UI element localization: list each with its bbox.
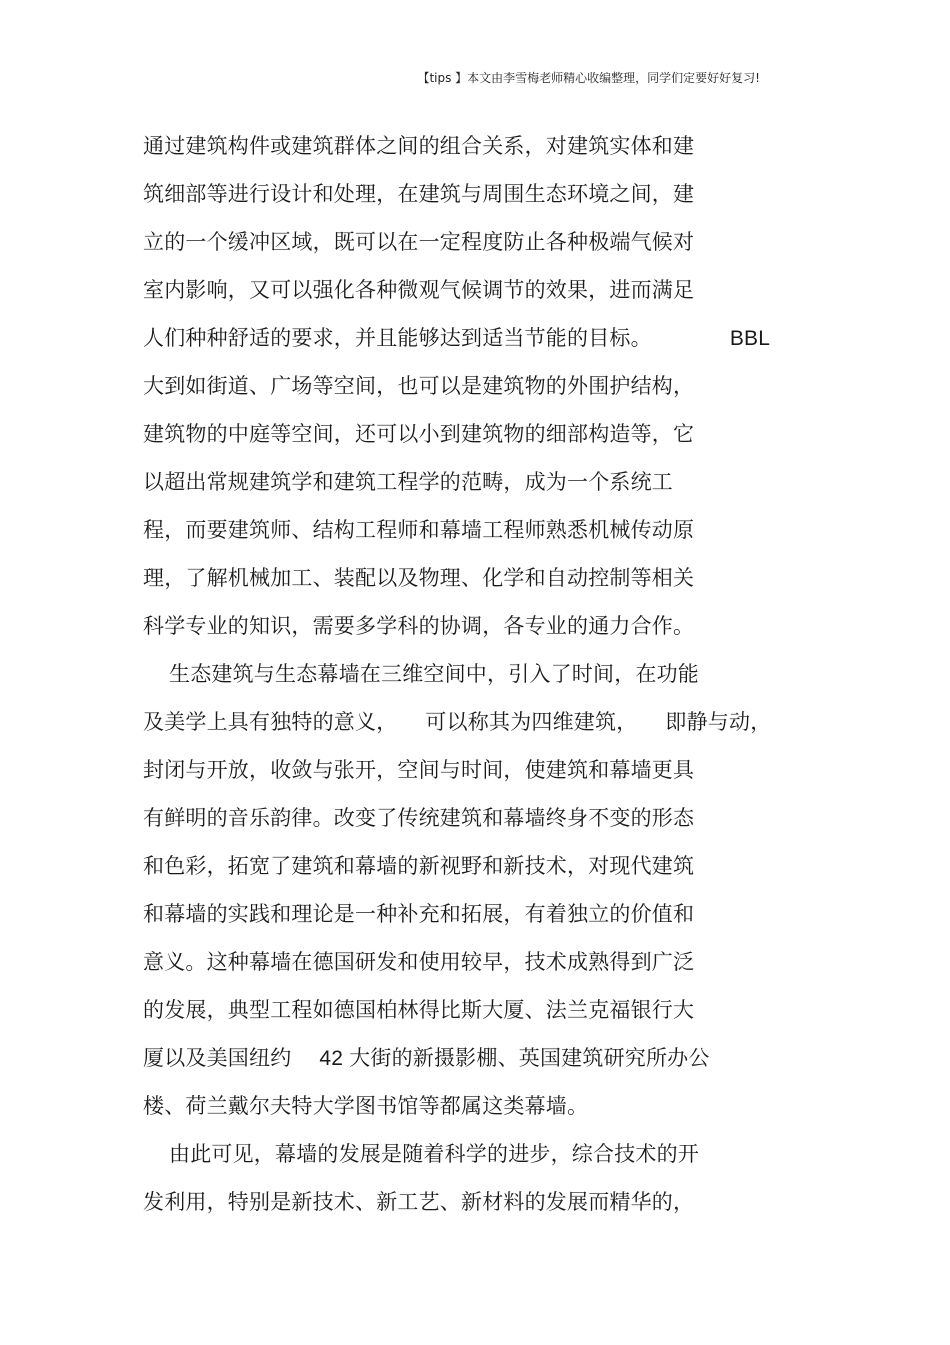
text-line: 建筑物的中庭等空间，还可以小到建筑物的细部构造等，它: [143, 422, 695, 446]
text-line: 楼、荷兰戴尔夫特大学图书馆等都属这类幕墙。: [143, 1094, 589, 1118]
text-line: 和幕墙的实践和理论是一种补充和拓展，有着独立的价值和: [143, 902, 695, 926]
text-line: 理，了解机械加工、装配以及物理、化学和自动控制等相关: [143, 566, 695, 590]
text-line: 室内影响，又可以强化各种微观气候调节的效果，进而满足: [143, 278, 695, 302]
text-segment-number: 42: [319, 1047, 344, 1070]
text-line: 封闭与开放，收敛与张开，空间与时间，使建筑和幕墙更具: [143, 758, 695, 782]
paragraph-start-line: 生态建筑与生态幕墙在三维空间中，引入了时间，在功能: [169, 662, 699, 686]
document-body: [143, 124, 823, 1228]
text-line: 意义。这种幕墙在德国研发和使用较早，技术成熟得到广泛: [143, 950, 695, 974]
text-line: [143, 1036, 823, 1084]
text-segment: 可以称其为四维建筑，: [425, 710, 638, 734]
text-line: 发利用，特别是新技术、新工艺、新材料的发展而精华的，: [143, 1190, 695, 1214]
text-line: 大到如街道、广场等空间，也可以是建筑物的外围护结构，: [143, 374, 695, 398]
text-line: 和色彩，拓宽了建筑和幕墙的新视野和新技术，对现代建筑: [143, 854, 695, 878]
text-segment: 大街的新摄影棚、英国建筑研究所办公: [349, 1046, 710, 1070]
text-segment-latin: BBL: [729, 327, 771, 350]
text-line: 筑细部等进行设计和处理，在建筑与周围生态环境之间，建: [143, 182, 695, 206]
text-line: [143, 316, 823, 364]
text-line: 通过建筑构件或建筑群体之间的组合关系，对建筑实体和建: [143, 134, 695, 158]
text-line: 立的一个缓冲区域，既可以在一定程度防止各种极端气候对: [143, 230, 695, 254]
text-segment: 即静与动，: [665, 710, 772, 734]
text-segment: 厦以及美国纽约: [143, 1046, 292, 1070]
paragraph-start-line: 由此可见，幕墙的发展是随着科学的进步，综合技术的开: [169, 1142, 699, 1166]
text-line: 科学专业的知识，需要多学科的协调，各专业的通力合作。: [143, 614, 695, 638]
text-segment: 人们种种舒适的要求，并且能够达到适当节能的目标。: [143, 326, 652, 350]
text-line: 程，而要建筑师、结构工程师和幕墙工程师熟悉机械传动原: [143, 518, 695, 542]
text-line: 以超出常规建筑学和建筑工程学的范畴，成为一个系统工: [143, 470, 673, 494]
text-line: 的发展，典型工程如德国柏林得比斯大厦、法兰克福银行大: [143, 998, 695, 1022]
text-segment: 及美学上具有独特的意义，: [143, 710, 398, 734]
text-line: [143, 700, 823, 748]
text-line: 有鲜明的音乐韵律。改变了传统建筑和幕墙终身不变的形态: [143, 806, 695, 830]
header-tip: 【tips 】本文由李雪梅老师精心收编整理，同学们定要好好复习!: [417, 71, 760, 85]
